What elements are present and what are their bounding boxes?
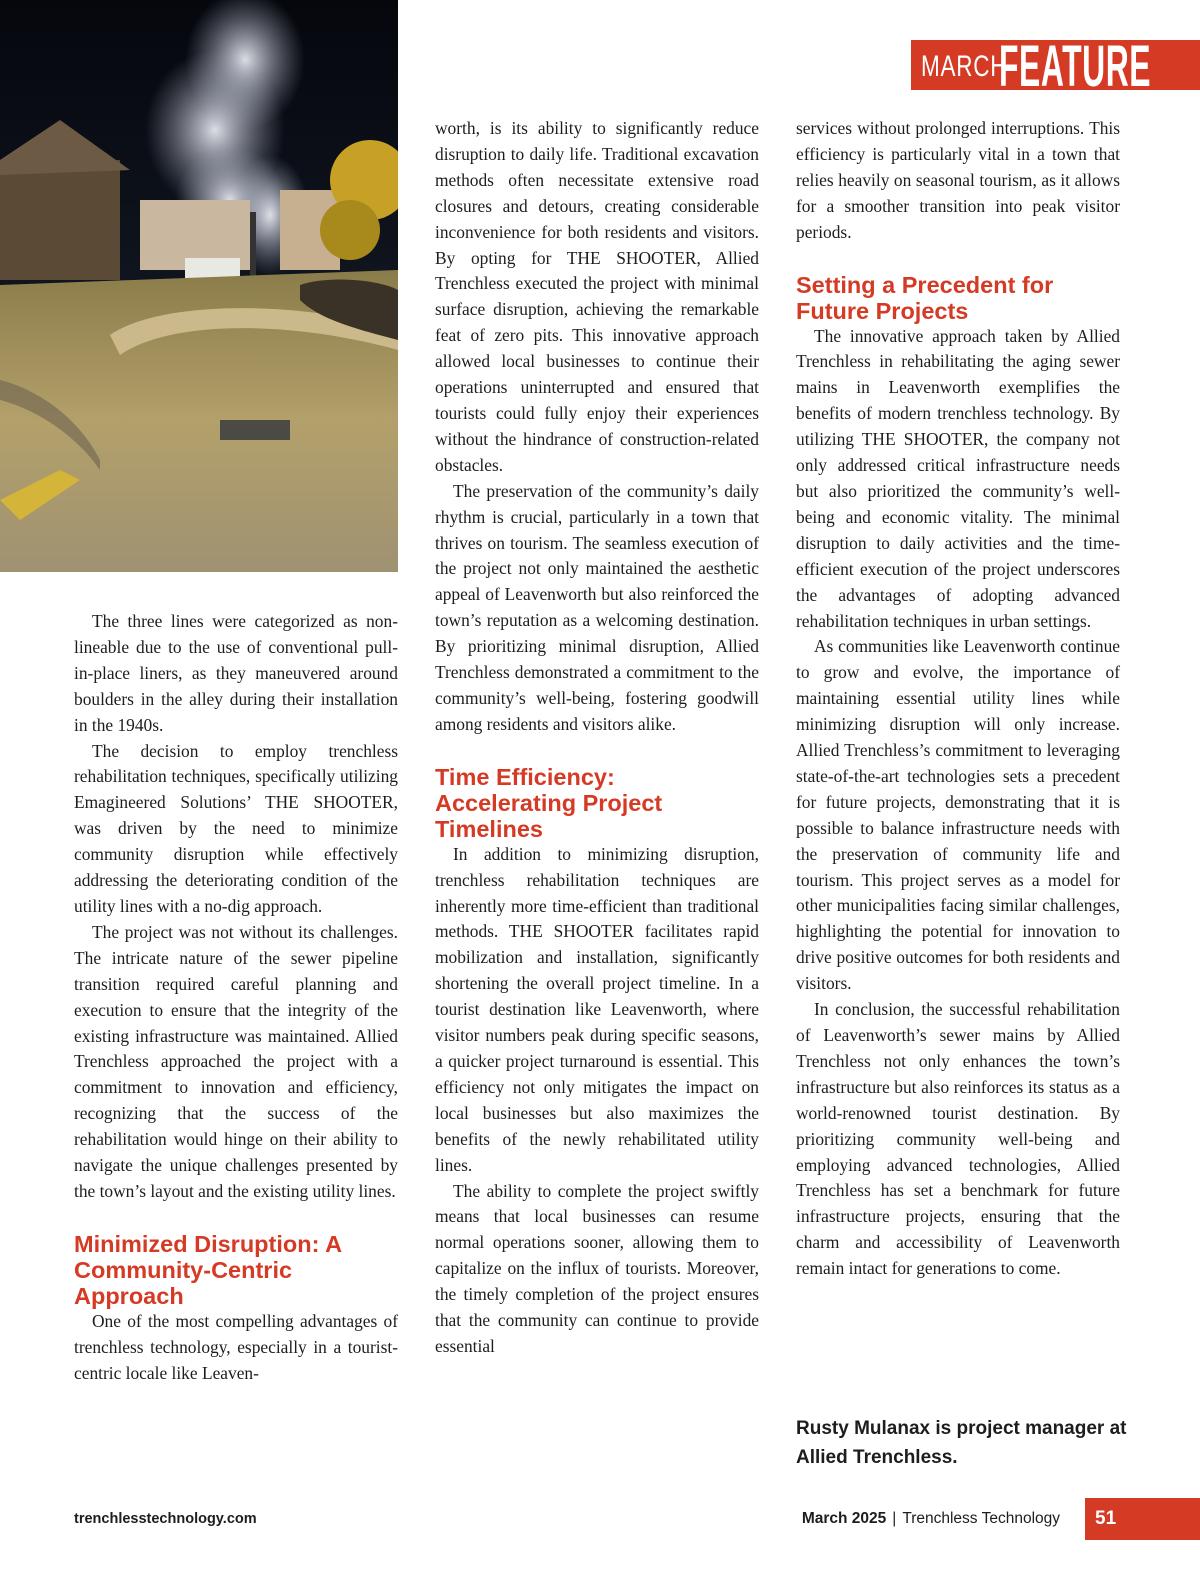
footer-issue: March 2025 bbox=[801, 1510, 887, 1527]
section-banner bbox=[911, 40, 1200, 90]
article-column-3 bbox=[796, 116, 1120, 1282]
banner-section: FEATURE bbox=[999, 40, 1152, 90]
paragraph: The decision to employ trenchless rehabilitation techniques, specifically utilizing Emagineered Solutions’ THE SHOOTER, was driven by the need to minimize community disruption while effectively addressing the deteriorating condition of the utility lines with a no-dig approach. bbox=[74, 740, 398, 916]
paragraph: One of the most compelling advantages of trenchless technology, especially in a tourist-centric locale like Leaven- bbox=[74, 1310, 398, 1383]
footer-issue-info bbox=[802, 1510, 1060, 1528]
footer-magazine: Trenchless Technology bbox=[902, 1510, 1060, 1527]
paragraph: In addition to minimizing disruption, trenchless rehabilitation techniques are inherently more time-efficient than traditional methods. THE SHOOTER facilitates rapid mobilization and installation, significantly shortening the overall project timeline. In a tourist destination like Leavenworth, where visitor numbers peak during specific seasons, a quicker project turnaround is essential. This efficiency not only mitigates the impact on local businesses but also maximizes the benefits of the newly rehabilitated utility lines. bbox=[435, 843, 759, 1175]
paragraph: The project was not without its challenges. The intricate nature of the sewer pipeline transition required careful planning and execution to ensure that the integrity of the existing infrastructure was maintained. Allied Trenchless approached the project with a commitment to innovation and efficiency, recognizing that the success of the rehabilitation would hinge on their ability to navigate the unique challenges presented by the town’s layout and the existing utility lines. bbox=[74, 921, 398, 1201]
paragraph: The ability to complete the project swiftly means that local businesses can resume normal operations sooner, allowing them to capitalize on the influx of tourists. Moreover, the timely completion of the project ensures that the community can continue to provide essential bbox=[435, 1180, 759, 1356]
paragraph: As communities like Leavenworth continue to grow and evolve, the importance of maintaining essential utility lines while minimizing disruption will only increase. Allied Trenchless’s commitment to leveraging state-of-the-art technologies sets a precedent for future projects, demonstrating that it is possible to balance infrastructure needs with the preservation of community life and tourism. This project serves as a model for other municipalities facing similar challenges, highlighting the potential for innovation to drive positive outcomes for both residents and visitors. bbox=[796, 636, 1120, 994]
section-heading: Minimized Disruption: A Community-Centric Approach bbox=[74, 1230, 342, 1309]
section-heading: Setting a Precedent for Future Projects bbox=[796, 271, 1054, 324]
footer-website[interactable]: trenchlesstechnology.com bbox=[74, 1511, 257, 1527]
author-bio: Rusty Mulanax is project manager at Allied Trenchless. bbox=[796, 1418, 1127, 1468]
paragraph: The innovative approach taken by Allied Trenchless in rehabilitating the aging sewer mains in Leavenworth exemplifies the benefits of modern trenchless technology. By utilizing THE SHOOTER, the company not only addressed critical infrastructure needs but also prioritized the community’s well-being and economic vitality. The minimal disruption to daily activities and the time-efficient execution of the project underscores the advantages of adopting advanced rehabilitation techniques in urban settings. bbox=[796, 325, 1120, 631]
section-heading: Time Efficiency: Accelerating Project Timelines bbox=[435, 763, 663, 842]
paragraph: services without prolonged interruptions. This efficiency is particularly vital in a town that relies heavily on seasonal tourism, as it allows for a smoother transition into peak visitor periods. bbox=[796, 118, 1120, 242]
banner-month: MARCH bbox=[921, 50, 1008, 83]
article-column-1 bbox=[74, 609, 398, 1387]
article-column-2 bbox=[435, 116, 759, 1360]
paragraph: The preservation of the community’s daily rhythm is crucial, particularly in a town that thrives on tourism. The seamless execution of the project not only maintained the aesthetic appeal of Leavenworth but also reinforced the town’s reputation as a welcoming destination. By prioritizing minimal disruption, Allied Trenchless demonstrated a commitment to the community’s well-being, fostering goodwill among residents and visitors alike. bbox=[435, 480, 759, 734]
paragraph: The three lines were categorized as non-lineable due to the use of conventional pull-in-place liners, as they maneuvered around boulders in the alley during their installation in the 1940s. bbox=[74, 611, 398, 735]
page-number: 51 bbox=[1085, 1498, 1200, 1540]
paragraph: worth, is its ability to significantly reduce disruption to daily life. Traditional excavation methods often necessitate extensive road closures and detours, creating considerable inconvenience for both residents and visitors. By opting for THE SHOOTER, Allied Trenchless executed the project with minimal surface disruption, achieving the remarkable feat of zero pits. This innovative approach allowed local businesses to continue their operations uninterrupted and ensured that tourists could fully enjoy their experiences without the hindrance of construction-related obstacles. bbox=[435, 118, 759, 475]
paragraph: In conclusion, the successful rehabilitation of Leavenworth’s sewer mains by Allied Trenchless not only enhances the town’s infrastructure but also reinforces its status as a world-renowned tourist destination. By prioritizing community well-being and employing advanced technologies, Allied Trenchless has set a benchmark for future infrastructure projects, ensuring that the charm and accessibility of Leavenworth remain intact for generations to come. bbox=[796, 999, 1120, 1279]
night-street-construction-photo bbox=[0, 0, 398, 572]
footer-separator: | bbox=[892, 1510, 897, 1527]
